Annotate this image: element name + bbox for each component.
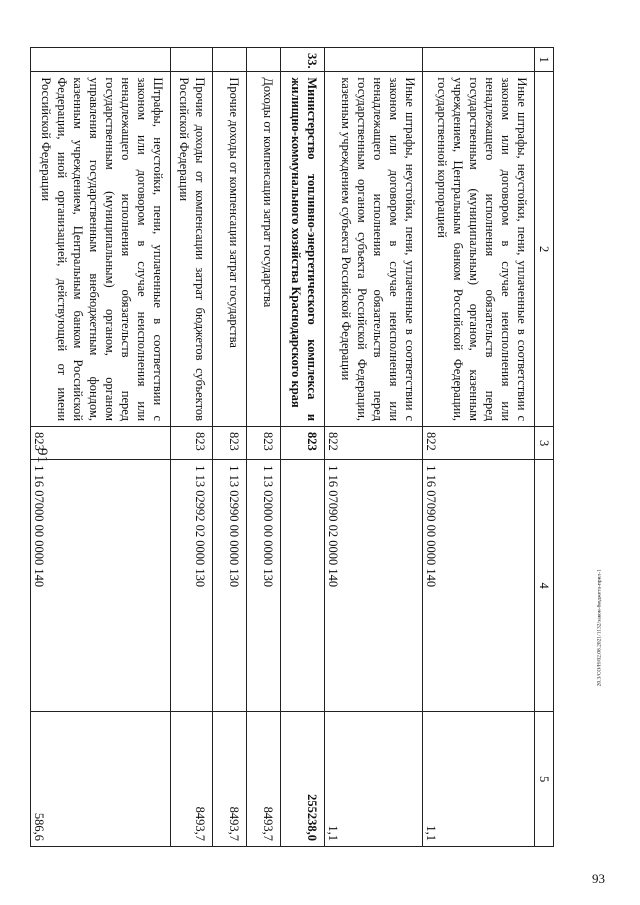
amount: 1,1 [325,712,423,847]
row-name: Иные штрафы, неустойки, пени, уплаченные в соответствии с законом или договором в случае неисполнения или ненадлежащего исполнения обязательств перед государственным (муниципальным) органом, казенным учреждением, Центральным банком Российской Федерации, государственной корпорацией [423,72,535,427]
document-stamp: 20.3/СО/Н/02.08.2021/1132/закон-бюджета-прил-1 [596,569,603,687]
row-name: Доходы от компенсации затрат государства [247,72,281,427]
row-name: Прочие доходы от компенсации затрат государства [213,72,247,427]
amount: 8493,7 [247,712,281,847]
revenue-code: 1 13 02990 00 0000 130 [213,460,247,712]
column-header: 1 [535,48,554,72]
admin-code: 823 [31,427,171,460]
revenue-code: 1 16 07090 00 0000 140 [423,460,535,712]
row-number [213,48,247,72]
revenue-table [30,47,554,847]
amount: 255238,0 [281,712,325,847]
row-number [423,48,535,72]
revenue-code: 1 16 07090 02 0000 140 [325,460,423,712]
column-header: 5 [535,712,554,847]
admin-code: 822 [325,427,423,460]
admin-code: 823 [213,427,247,460]
revenue-code: 1 13 02992 02 0000 130 [171,460,213,712]
row-name: Прочие доходы от компенсации затрат бюджетов субъектов Российской Федерации [171,72,213,427]
row-number [171,48,213,72]
amount: 8493,7 [171,712,213,847]
page-number: 91 [34,448,50,463]
admin-code: 823 [247,427,281,460]
row-number: 33. [281,48,325,72]
row-number [325,48,423,72]
table-row [423,48,535,847]
revenue-code: 1 13 02000 00 0000 130 [247,460,281,712]
admin-code: 823 [281,427,325,460]
table-row [325,48,423,847]
table-row [247,48,281,847]
column-header: 3 [535,427,554,460]
row-name: Иные штрафы, неустойки, пени, уплаченные в соответствии с законом или договором в случае неисполнения или ненадлежащего исполнения обязательств перед государственным органом субъекта Российской Федерации, казенным учреждением субъекта Российской Федерации [325,72,423,427]
column-number-row [535,48,554,847]
table-row [31,48,171,847]
column-header: 2 [535,72,554,427]
admin-code: 823 [171,427,213,460]
row-number [247,48,281,72]
amount: 1,1 [423,712,535,847]
sheet-number: 93 [592,871,605,886]
row-number [31,48,171,72]
revenue-code: 1 16 07000 00 0000 140 [31,460,171,712]
admin-code: 822 [423,427,535,460]
table-row [281,48,325,847]
row-name: Министерство топливно-энергетического комплекса и жилищно-коммунального хозяйства Краснодарского края [281,72,325,427]
table-row [213,48,247,847]
amount: 8493,7 [213,712,247,847]
row-name: Штрафы, неустойки, пени, уплаченные в соответствии с законом или договором в случае неисполнения или ненадлежащего исполнения обязательств перед государственным (муниципальным) органом, органом управления государственным внебюджетным фондом, казенным учреждением, Центральным банком Российской Федерации, иной организацией, действующей от имени Российской Федерации [31,72,171,427]
amount: 586,6 [31,712,171,847]
revenue-code [281,460,325,712]
table-row [171,48,213,847]
column-header: 4 [535,460,554,712]
